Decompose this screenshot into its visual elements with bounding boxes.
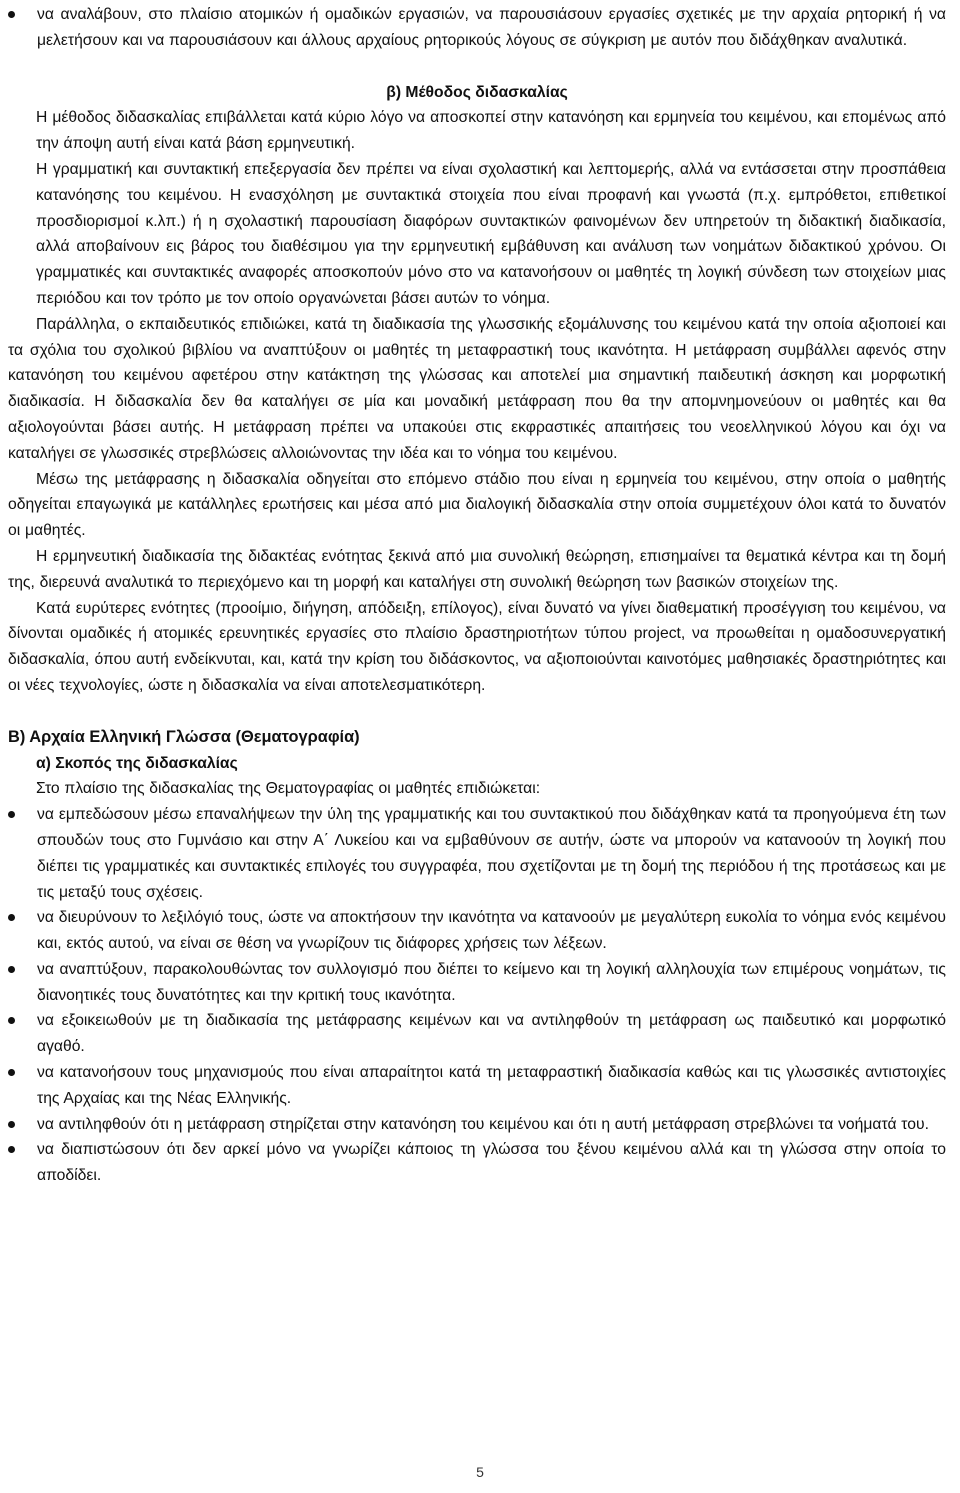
section-b-bullet-item: να αντιληφθούν ότι η μετάφραση στηρίζεται στην κατανόηση του κειμένου και ότι η αυτή μετάφραση στρεβλώνει τα νοήματά του. — [8, 1112, 946, 1138]
page-number: 5 — [476, 1464, 484, 1480]
method-paragraph-3: Παράλληλα, ο εκπαιδευτικός επιδιώκει, κατά τη διαδικασία της γλωσσικής εξομάλυνσης του κειμένου κατά την οποία αξιοποιεί και τα σχόλια του σχολικού βιβλίου να αναπτύξουν οι μαθητές τη μεταφραστική τους ικανότητα. Η μετάφραση συμβάλλει αφενός στην κατανόηση του κειμένου αφετέρου στην κατάκτηση της γλώσσας και αποτελεί μια σημαντική παιδευτική άσκηση και μορφωτική διαδικασία. Η διδασκαλία δεν θα καταλήγει σε μία και μοναδική μετάφραση που θα την απομνημονεύουν οι μαθητές και θα αξιολογούνται βάσει αυτής. Η μετάφραση πρέπει να υπακούει στις εκφραστικές απαιτήσεις του νεοελληνικού λόγου και όχι να καταλήγει σε γλωσσικές στρεβλώσεις αλλοιώνοντας την ιδέα και το νόημα του κειμένου. — [8, 315, 946, 462]
section-b-bullet-item: να εξοικειωθούν με τη διαδικασία της μετάφρασης κειμένων και να αντιληφθούν τη μετάφραση ως παιδευτικό και μορφωτικό αγαθό. — [8, 1008, 946, 1060]
intro-bullet-list — [8, 2, 946, 54]
section-b-bullet-item: να διαπιστώσουν ότι δεν αρκεί μόνο να γνωρίζει κάποιος τη γλώσσα του ξένου κειμένου αλλά και τη γλώσσα στην οποία το αποδίδει. — [8, 1137, 946, 1189]
section-b-bullet-item: να κατανοήσουν τους μηχανισμούς που είναι απαραίτητοι κατά τη μεταφραστική διαδικασία καθώς και τις γλωσσικές αντιστοιχίες της Αρχαίας και της Νέας Ελληνικής. — [8, 1060, 946, 1112]
method-paragraph-6: Κατά ευρύτερες ενότητες (προοίμιο, διήγηση, απόδειξη, επίλογος), είναι δυνατό να γίνει διαθεματική προσέγγιση του κειμένου, να δίνονται ομαδικές ή ατομικές ερευνητικές εργασίες στο πλαίσιο δραστηριοτήτων τύπου project, να προωθείται η ομαδοσυνεργατική διδασκαλία, όπου αυτή ενδείκνυται, και, κατά την κρίση του διδάσκοντος, να αξιοποιούνται καινοτόμες μαθησιακές δραστηριότητες και οι νέες τεχνολογίες, ώστε η διδασκαλία να είναι αποτελεσματικότερη. — [8, 599, 946, 694]
section-b-subheading: α) Σκοπός της διδασκαλίας — [36, 754, 238, 772]
method-heading: β) Μέθοδος διδασκαλίας — [386, 83, 568, 101]
section-b-bullet-item: να διευρύνουν το λεξιλόγιό τους, ώστε να αποκτήσουν την ικανότητα να κατανοούν με μεγαλύτερη ευκολία το νόημα ενός κειμένου και, εκτός αυτού, να είναι σε θέση να γνωρίζουν τις διάφορες χρήσεις των λέξεων. — [8, 905, 946, 957]
section-b-bullet-item: να εμπεδώσουν μέσω επαναλήψεων την ύλη της γραμματικής και του συντακτικού που διδάχθηκαν κατά τα προηγούμενα έτη των σπουδών τους στο Γυμνάσιο και στην Α΄ Λυκείου και να εμβαθύνουν σε αυτήν, ώστε να μπορούν να κατανοούν τη λογική που διέπει τις γραμματικές και συντακτικές επιλογές του συγγραφέα, που σχετίζονται με τη δομή της περιόδου ή της προτάσεως και με τις μεταξύ τους σχέσεις. — [8, 802, 946, 905]
method-paragraph-4: Μέσω της μετάφρασης η διδασκαλία οδηγείται στο επόμενο στάδιο που είναι η ερμηνεία του κειμένου, στην οποία ο μαθητής οδηγείται επαγωγικά με κατάλληλες ερωτήσεις και μέσα από μια διαλογική διδασκαλία στην οποία συμμετέχουν όλοι κατά το δυνατόν οι μαθητές. — [8, 470, 946, 540]
method-paragraph-2: Η γραμματική και συντακτική επεξεργασία δεν πρέπει να είναι σχολαστική και λεπτομερής, αλλά να εντάσσεται στην προσπάθεια κατανόησης του κειμένου. Η ενασχόληση με συντακτικά στοιχεία που είναι προφανή και γνωστά (π.χ. εμπρόθετοι, επιθετικοί προσδιορισμοί κ.λπ.) ή η σχολαστική παρουσίαση διαφόρων συντακτικών φαινομένων δεν υπηρετούν τη διδακτική διαδικασία, αλλά αποβαίνουν εις βάρος του διαθέσιμου για την ερμηνευτική εμβάθυνση και ανάλυση των νοημάτων διδακτικού χρόνου. Οι γραμματικές και συντακτικές αναφορές αποσκοπούν μόνο στο να κατανοήσουν οι μαθητές τη λογική σύνδεση των στοιχείων μιας περιόδου και τον τρόπο με τον οποίο οργανώνεται βάσει αυτών το νόημα. — [36, 160, 946, 307]
section-b-intro: Στο πλαίσιο της διδασκαλίας της Θεματογραφίας οι μαθητές επιδιώκεται: — [36, 780, 541, 798]
section-b-heading: Β) Αρχαία Ελληνική Γλώσσα (Θεματογραφία) — [8, 727, 360, 746]
section-b-bullet-item: να αναπτύξουν, παρακολουθώντας τον συλλογισμό που διέπει το κείμενο και τη λογική αλληλουχία των επιμέρους νοημάτων, τις διανοητικές τους δυνατότητες και την κριτική τους ικανότητα. — [8, 957, 946, 1009]
intro-bullet-item: να αναλάβουν, στο πλαίσιο ατομικών ή ομαδικών εργασιών, να παρουσιάσουν εργασίες σχετικές με την αρχαία ρητορική ή να μελετήσουν και να παρουσιάσουν και άλλους αρχαίους ρητορικούς λόγους σε σύγκριση με αυτόν που διδάχθηκαν αναλυτικά. — [8, 2, 946, 54]
section-b-bullet-list — [8, 802, 946, 1189]
method-paragraph-1: Η μέθοδος διδασκαλίας επιβάλλεται κατά κύριο λόγο να αποσκοπεί στην κατανόηση και ερμηνεία του κειμένου, και επομένως από την άποψη αυτή είναι κατά βάση ερμηνευτική. — [36, 109, 946, 153]
method-paragraph-5: Η ερμηνευτική διαδικασία της διδακτέας ενότητας ξεκινά από μια συνολική θεώρηση, επισημαίνει τα θεματικά κέντρα και τη δομή της, διερευνά αναλυτικά το περιεχόμενο και τη μορφή και καταλήγει στη συνολική θεώρηση των βασικών στοιχείων της. — [8, 547, 946, 591]
